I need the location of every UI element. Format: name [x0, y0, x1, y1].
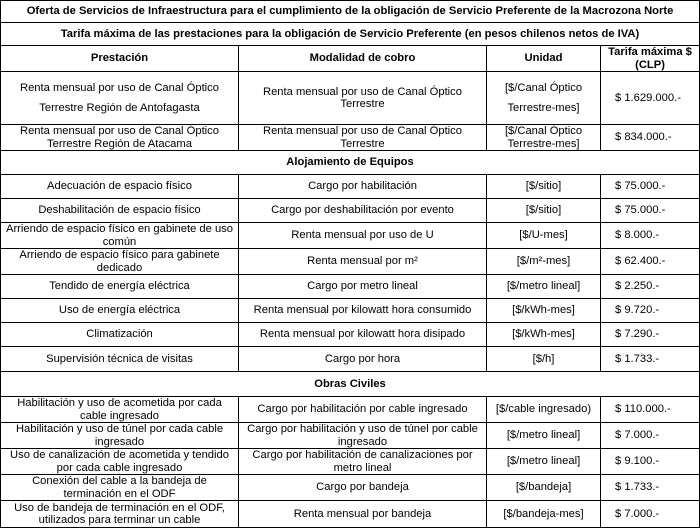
- cell-tarifa: $ 75.000.-: [601, 199, 700, 223]
- cell-unidad: [$/metro lineal]: [487, 423, 601, 449]
- cell-prestacion: Conexión del cable a la bandeja de terminación en el ODF: [1, 475, 239, 501]
- table-subtitle: Tarifa máxima de las prestaciones para la obligación de Servicio Preferente (en pesos chilenos netos de IVA): [1, 23, 700, 46]
- cell-unidad: [$/sitio]: [487, 199, 601, 223]
- table-row: [1, 397, 700, 423]
- table-title: Oferta de Servicios de Infraestructura para el cumplimiento de la obligación de Servicio Preferente de la Macrozona Norte: [1, 1, 700, 23]
- cell-prestacion: Renta mensual por uso de Canal Óptico Terrestre Región de Atacama: [1, 125, 239, 151]
- cell-modalidad: Cargo por habilitación y uso de túnel por cable ingresado: [239, 423, 487, 449]
- cell-modalidad: Cargo por deshabilitación por evento: [239, 199, 487, 223]
- cell-tarifa: $ 7.290.-: [601, 323, 700, 347]
- table-row: [1, 72, 700, 125]
- cell-prestacion: Habilitación y uso de acometida por cada cable ingresado: [1, 397, 239, 423]
- cell-tarifa: $ 9.100.-: [601, 449, 700, 475]
- cell-unidad: [$/kWh-mes]: [487, 299, 601, 323]
- cell-tarifa: $ 1.629.000.-: [601, 72, 700, 125]
- table-row: [1, 347, 700, 372]
- cell-modalidad: Cargo por bandeja: [239, 475, 487, 501]
- cell-unidad: [$/sitio]: [487, 175, 601, 199]
- cell-unidad: [$/bandeja]: [487, 475, 601, 501]
- cell-modalidad: Cargo por habilitación: [239, 175, 487, 199]
- cell-unidad: [$/Canal Óptico Terrestre-mes]: [487, 125, 601, 151]
- cell-modalidad: Renta mensual por bandeja: [239, 501, 487, 528]
- table-row: [1, 125, 700, 151]
- cell-prestacion: Climatización: [1, 323, 239, 347]
- cell-modalidad: Cargo por habilitación de canalizaciones por metro lineal: [239, 449, 487, 475]
- cell-unidad: [$/h]: [487, 347, 601, 372]
- cell-modalidad: Renta mensual por uso de U: [239, 223, 487, 249]
- cell-prestacion: Uso de canalización de acometida y tendido por cada cable ingresado: [1, 449, 239, 475]
- cell-modalidad: Renta mensual por kilowatt hora disipado: [239, 323, 487, 347]
- cell-unidad: [$/m²-mes]: [487, 249, 601, 275]
- cell-unidad: [$/kWh-mes]: [487, 323, 601, 347]
- cell-unidad: [$/Canal Óptico Terrestre-mes]: [487, 72, 601, 125]
- cell-modalidad: Renta mensual por kilowatt hora consumido: [239, 299, 487, 323]
- table-row: [1, 199, 700, 223]
- table-row: [1, 449, 700, 475]
- cell-modalidad: Renta mensual por uso de Canal Óptico Terrestre: [239, 125, 487, 151]
- cell-tarifa: $ 2.250.-: [601, 275, 700, 299]
- cell-tarifa: $ 9.720.-: [601, 299, 700, 323]
- cell-unidad: [$/cable ingresado): [487, 397, 601, 423]
- table-row: [1, 501, 700, 528]
- cell-prestacion: Renta mensual por uso de Canal Óptico Terrestre Región de Antofagasta: [1, 72, 239, 125]
- cell-tarifa: $ 7.000.-: [601, 501, 700, 528]
- cell-unidad: [$/metro lineal]: [487, 449, 601, 475]
- table-row: [1, 249, 700, 275]
- table-row: [1, 423, 700, 449]
- cell-prestacion: Arriendo de espacio físico para gabinete dedicado: [1, 249, 239, 275]
- table-row: [1, 275, 700, 299]
- section-header-row: [1, 151, 700, 175]
- cell-unidad: [$/metro lineal]: [487, 275, 601, 299]
- cell-tarifa: $ 110.000.-: [601, 397, 700, 423]
- cell-tarifa: $ 62.400.-: [601, 249, 700, 275]
- header-unidad: Unidad: [487, 46, 601, 72]
- cell-modalidad: Renta mensual por uso de Canal Óptico Terrestre: [239, 72, 487, 125]
- table-row: [1, 475, 700, 501]
- cell-modalidad: Cargo por metro lineal: [239, 275, 487, 299]
- cell-prestacion: Supervisión técnica de visitas: [1, 347, 239, 372]
- cell-tarifa: $ 8.000.-: [601, 223, 700, 249]
- cell-modalidad: Cargo por habilitación por cable ingresado: [239, 397, 487, 423]
- cell-unidad: [$/U-mes]: [487, 223, 601, 249]
- table-row: [1, 299, 700, 323]
- header-tarifa: Tarifa máxima $ (CLP): [601, 46, 700, 72]
- cell-modalidad: Renta mensual por m²: [239, 249, 487, 275]
- table-row: [1, 175, 700, 199]
- table-row: [1, 223, 700, 249]
- table-row: [1, 323, 700, 347]
- cell-prestacion: Uso de energía eléctrica: [1, 299, 239, 323]
- cell-prestacion: Deshabilitación de espacio físico: [1, 199, 239, 223]
- section-label: Alojamiento de Equipos: [1, 151, 700, 175]
- cell-tarifa: $ 834.000.-: [601, 125, 700, 151]
- cell-prestacion: Habilitación y uso de túnel por cada cable ingresado: [1, 423, 239, 449]
- cell-tarifa: $ 1.733.-: [601, 475, 700, 501]
- cell-unidad: [$/bandeja-mes]: [487, 501, 601, 528]
- cell-tarifa: $ 7.000.-: [601, 423, 700, 449]
- header-row: [1, 46, 700, 72]
- cell-prestacion: Tendido de energía eléctrica: [1, 275, 239, 299]
- section-header-row: [1, 372, 700, 397]
- cell-prestacion: Adecuación de espacio físico: [1, 175, 239, 199]
- cell-tarifa: $ 1.733.-: [601, 347, 700, 372]
- header-modalidad: Modalidad de cobro: [239, 46, 487, 72]
- cell-prestacion: Uso de bandeja de terminación en el ODF, utilizados para terminar un cable: [1, 501, 239, 528]
- header-prestacion: Prestación: [1, 46, 239, 72]
- cell-modalidad: Cargo por hora: [239, 347, 487, 372]
- cell-tarifa: $ 75.000.-: [601, 175, 700, 199]
- section-label: Obras Civiles: [1, 372, 700, 397]
- cell-prestacion: Arriendo de espacio físico en gabinete de uso común: [1, 223, 239, 249]
